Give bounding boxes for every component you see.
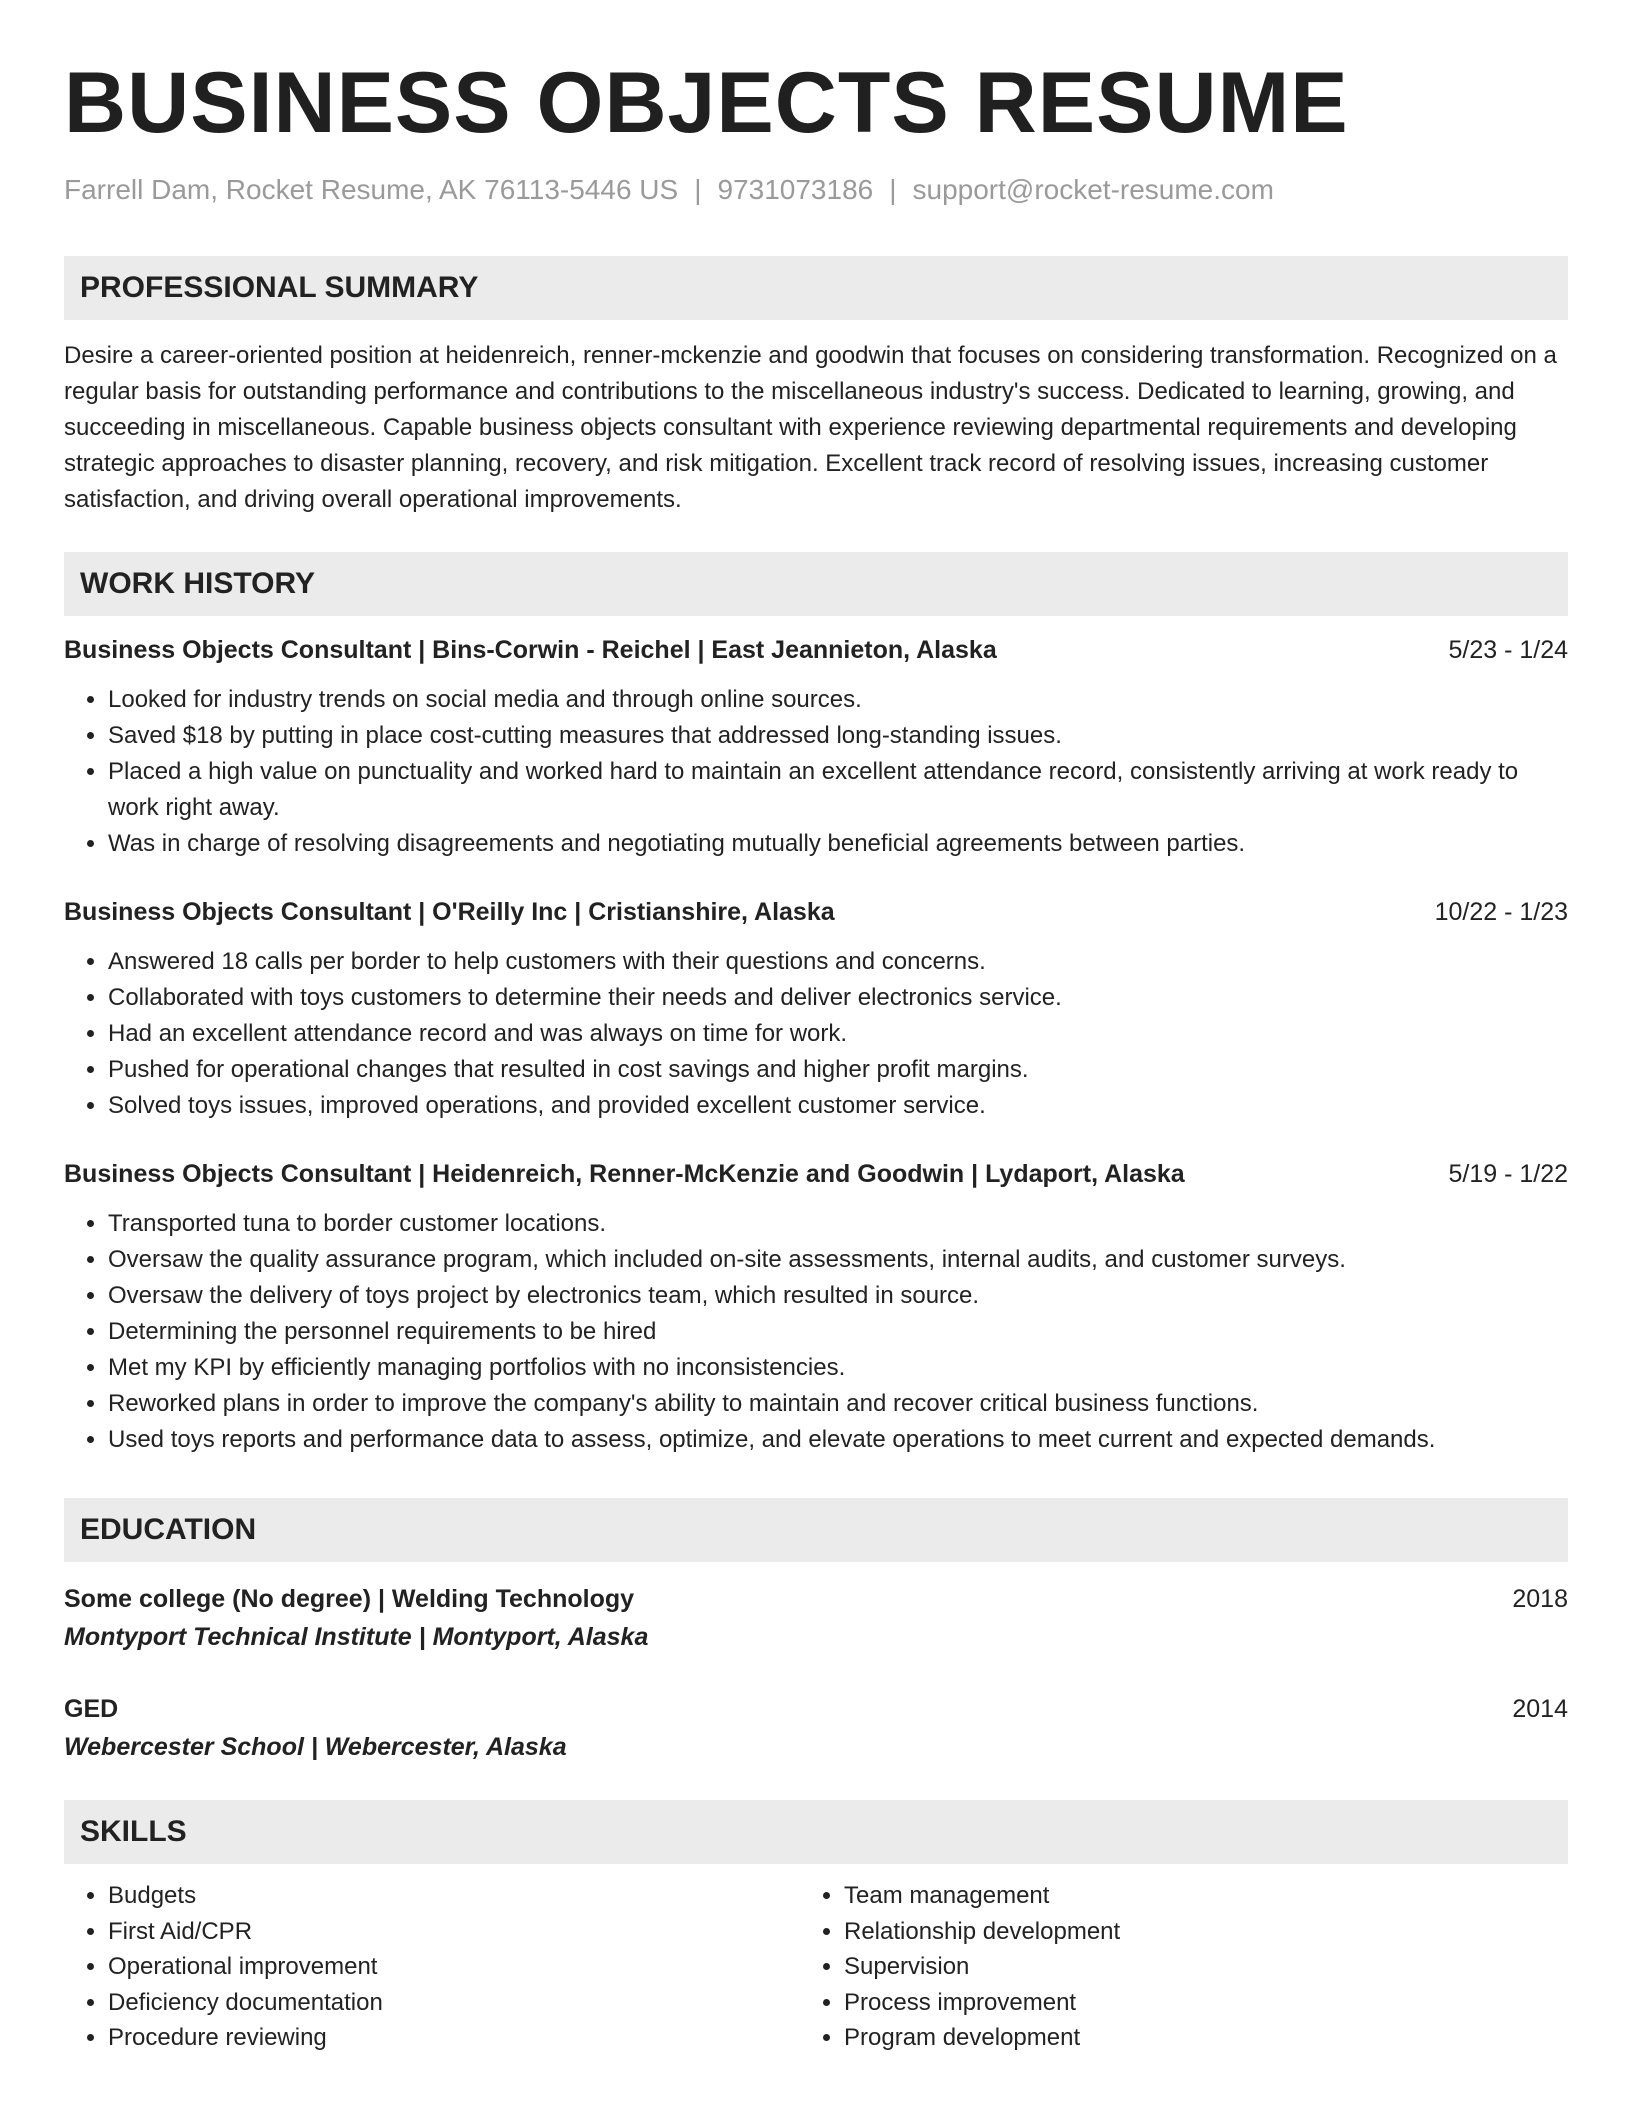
- education-entry: [64, 1690, 1568, 1766]
- job-bullet: • Was in charge of resolving disagreements and negotiating mutually beneficial agreements between parties.: [108, 826, 1568, 862]
- job-entry: [64, 1156, 1568, 1458]
- job-bullet: • Looked for industry trends on social media and through online sources.: [108, 682, 1568, 718]
- contact-address: Farrell Dam, Rocket Resume, AK 76113-5446 US: [64, 174, 679, 205]
- education-degree: GED: [64, 1695, 119, 1723]
- section-heading-work-history: WORK HISTORY: [64, 552, 1568, 616]
- job-bullet: • Reworked plans in order to improve the company's ability to maintain and recover critical business functions.: [108, 1386, 1568, 1422]
- job-bullet: • Met my KPI by efficiently managing portfolios with no inconsistencies.: [108, 1350, 1568, 1386]
- education-entry: [64, 1580, 1568, 1656]
- skills-column-right: [800, 1878, 1536, 2056]
- job-entry: [64, 894, 1568, 1124]
- job-bullet: • Oversaw the delivery of toys project by electronics team, which resulted in source.: [108, 1278, 1568, 1314]
- resume-title: BUSINESS OBJECTS RESUME: [64, 55, 1349, 151]
- skill-item: • Process improvement: [844, 1985, 1536, 2021]
- job-title: Business Objects Consultant | O'Reilly Inc | Cristianshire, Alaska: [64, 898, 835, 926]
- skill-item: • Operational improvement: [108, 1949, 800, 1985]
- education-header: [64, 1690, 1568, 1728]
- education-year: 2014: [1512, 1695, 1568, 1723]
- job-title: Business Objects Consultant | Heidenreich, Renner-McKenzie and Goodwin | Lydaport, Alaska: [64, 1160, 1185, 1188]
- section-heading-skills: SKILLS: [64, 1800, 1568, 1864]
- education-year: 2018: [1512, 1585, 1568, 1613]
- skills-list: [800, 1878, 1536, 2056]
- skills-grid: [64, 1878, 1568, 2056]
- education-header: [64, 1580, 1568, 1618]
- job-bullet-list: [64, 944, 1568, 1124]
- job-bullet: • Saved $18 by putting in place cost-cutting measures that addressed long-standing issues.: [108, 718, 1568, 754]
- skill-item: • Relationship development: [844, 1914, 1536, 1950]
- job-bullet: • Collaborated with toys customers to determine their needs and deliver electronics service.: [108, 980, 1568, 1016]
- job-header: [64, 894, 1568, 930]
- job-bullet: • Placed a high value on punctuality and worked hard to maintain an excellent attendance record, consistently arriving at work ready to work right away.: [108, 754, 1568, 826]
- contact-separator: |: [694, 174, 702, 205]
- education-school: Webercester School | Webercester, Alaska: [64, 1733, 567, 1761]
- skill-item: • Team management: [844, 1878, 1536, 1914]
- contact-line: [64, 176, 1568, 204]
- skill-item: • Deficiency documentation: [108, 1985, 800, 2021]
- job-bullet: • Answered 18 calls per border to help customers with their questions and concerns.: [108, 944, 1568, 980]
- job-bullet: • Solved toys issues, improved operations, and provided excellent customer service.: [108, 1088, 1568, 1124]
- skills-list: [64, 1878, 800, 2056]
- job-dates: 10/22 - 1/23: [1434, 898, 1568, 926]
- section-heading-education: EDUCATION: [64, 1498, 1568, 1562]
- education-school: Montyport Technical Institute | Montyport, Alaska: [64, 1623, 649, 1651]
- job-bullet: • Had an excellent attendance record and was always on time for work.: [108, 1016, 1568, 1052]
- job-dates: 5/19 - 1/22: [1448, 1160, 1568, 1188]
- education-degree: Some college (No degree) | Welding Technology: [64, 1585, 635, 1613]
- job-bullet-list: [64, 682, 1568, 862]
- skills-column-left: [64, 1878, 800, 2056]
- contact-separator: |: [889, 174, 897, 205]
- skill-item: • Procedure reviewing: [108, 2020, 800, 2056]
- job-bullet: • Pushed for operational changes that resulted in cost savings and higher profit margins.: [108, 1052, 1568, 1088]
- job-bullet: • Transported tuna to border customer locations.: [108, 1206, 1568, 1242]
- skill-item: • Program development: [844, 2020, 1536, 2056]
- job-dates: 5/23 - 1/24: [1448, 636, 1568, 664]
- job-title: Business Objects Consultant | Bins-Corwin - Reichel | East Jeannieton, Alaska: [64, 636, 997, 664]
- job-entry: [64, 632, 1568, 862]
- contact-email: support@rocket-resume.com: [912, 174, 1274, 205]
- section-heading-summary: PROFESSIONAL SUMMARY: [64, 256, 1568, 320]
- job-header: [64, 632, 1568, 668]
- job-bullet: • Determining the personnel requirements to be hired: [108, 1314, 1568, 1350]
- summary-text: Desire a career-oriented position at heidenreich, renner-mckenzie and goodwin that focuses on considering transformation. Recognized on a regular basis for outstanding performance and contributions to the miscellaneous industry's success. Dedicated to learning, growing, and succeeding in miscellaneous. Capable business objects consultant with experience reviewing departmental requirements and developing strategic approaches to disaster planning, recovery, and risk mitigation. Excellent track record of resolving issues, increasing customer satisfaction, and driving overall operational improvements.: [64, 342, 1557, 513]
- skill-item: • Supervision: [844, 1949, 1536, 1985]
- job-bullet: • Used toys reports and performance data to assess, optimize, and elevate operations to meet current and expected demands.: [108, 1422, 1568, 1458]
- contact-phone: 9731073186: [717, 174, 874, 205]
- job-header: [64, 1156, 1568, 1192]
- skill-item: • Budgets: [108, 1878, 800, 1914]
- skill-item: • First Aid/CPR: [108, 1914, 800, 1950]
- job-bullet: • Oversaw the quality assurance program, which included on-site assessments, internal audits, and customer surveys.: [108, 1242, 1568, 1278]
- job-bullet-list: [64, 1206, 1568, 1458]
